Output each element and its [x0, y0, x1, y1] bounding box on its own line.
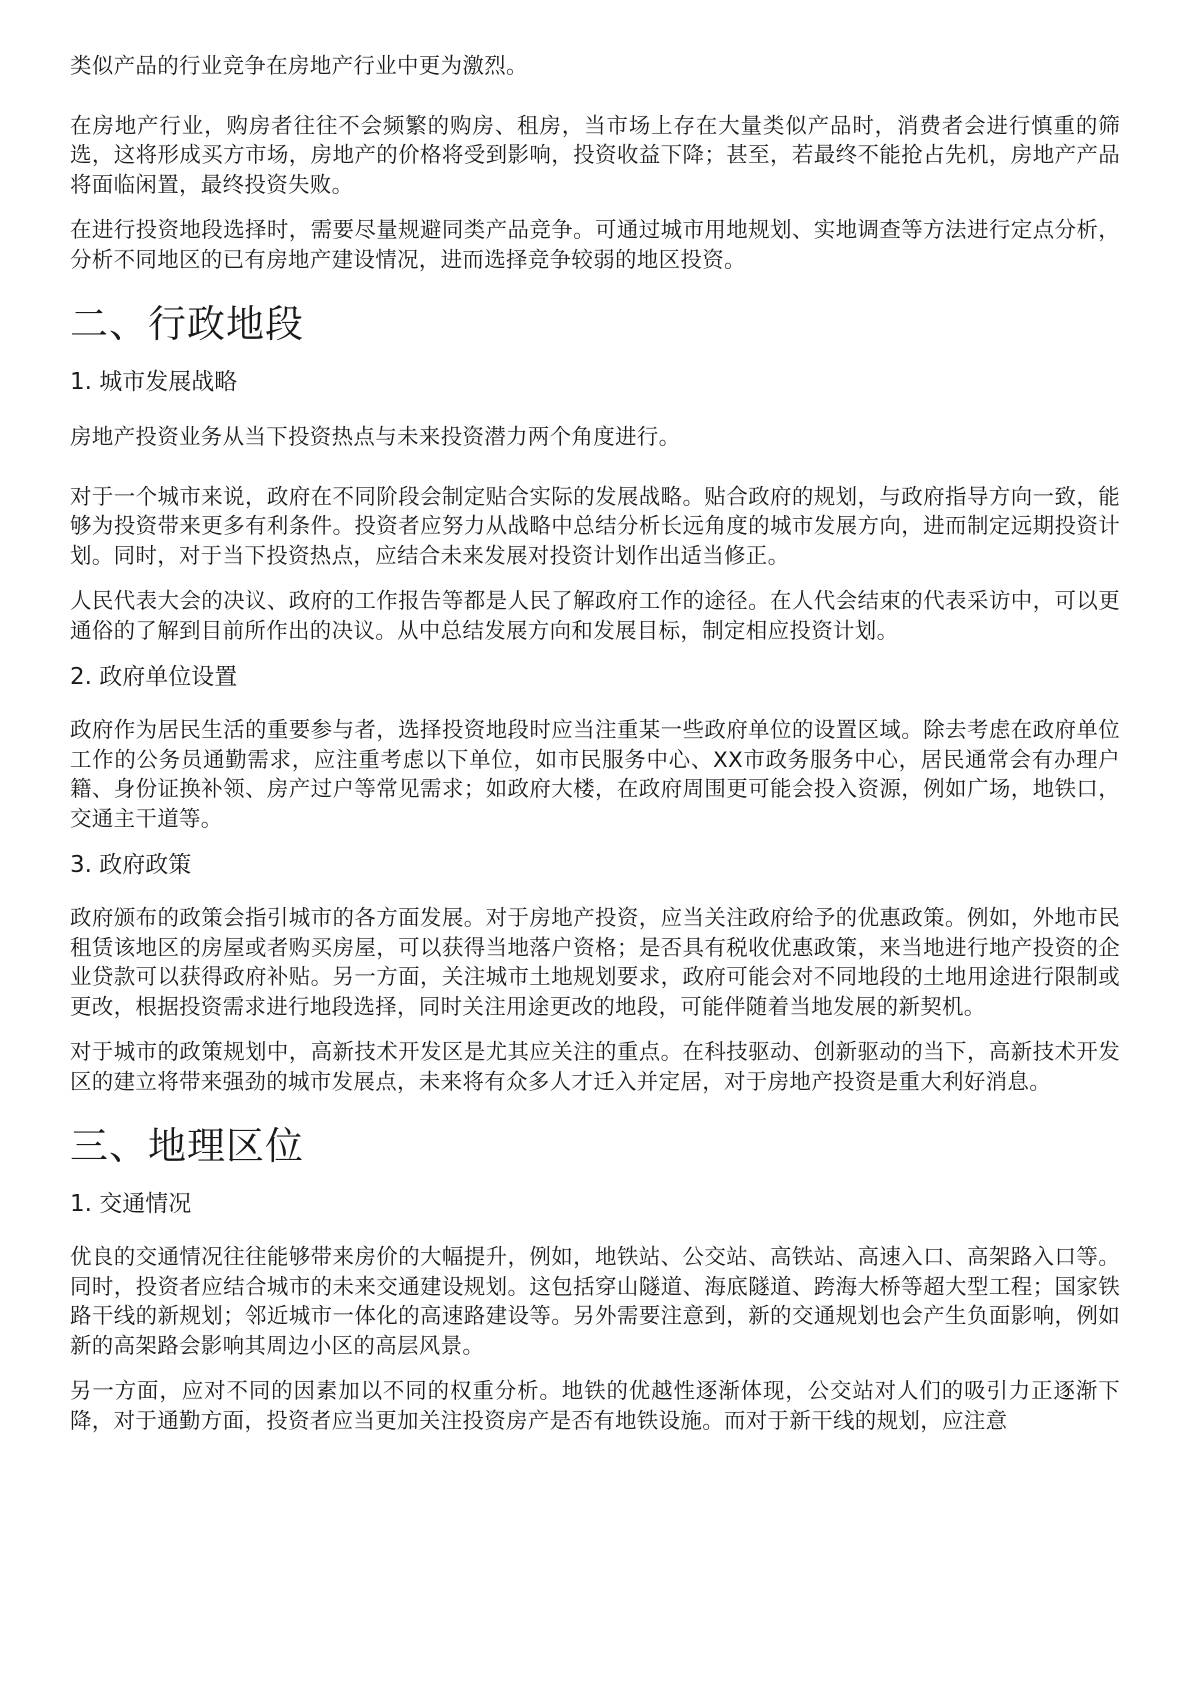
paragraph: 另一方面，应对不同的因素加以不同的权重分析。地铁的优越性逐渐体现，公交站对人们的吸引力正逐渐下降，对于通勤方面，投资者应当更加关注投资房产是否有地铁设施。而对于新干线的规划，应注意: [70, 1379, 1120, 1434]
paragraph: 类似产品的行业竞争在房地产行业中更为激烈。: [70, 54, 528, 79]
paragraph: 优良的交通情况往往能够带来房价的大幅提升，例如，地铁站、公交站、高铁站、高速入口、高架路入口等。同时，投资者应结合城市的未来交通建设规划。这包括穿山隧道、海底隧道、跨海大桥等超大型工程；国家铁路干线的新规划；邻近城市一体化的高速路建设等。另外需要注意到，新的交通规划也会产生负面影响，例如新的高架路会影响其周边小区的高层风景。: [70, 1245, 1120, 1359]
paragraph: 政府作为居民生活的重要参与者，选择投资地段时应当注重某一些政府单位的设置区域。除去考虑在政府单位工作的公务员通勤需求，应注重考虑以下单位，如市民服务中心、XX市政务服务中心，居民通常会有办理户籍、身份证换补领、房产过户等常见需求；如政府大楼，在政府周围更可能会投入资源，例如广场，地铁口，交通主干道等。: [70, 718, 1120, 832]
section-heading: 三、地理区位: [70, 1124, 305, 1168]
subsection-heading: 2. 政府单位设置: [70, 664, 238, 690]
paragraph: 在进行投资地段选择时，需要尽量规避同类产品竞争。可通过城市用地规划、实地调查等方法进行定点分析，分析不同地区的已有房地产建设情况，进而选择竞争较弱的地区投资。: [70, 218, 1120, 273]
paragraph: 对于城市的政策规划中，高新技术开发区是尤其应关注的重点。在科技驱动、创新驱动的当下，高新技术开发区的建立将带来强劲的城市发展点，未来将有众多人才迁入并定居，对于房地产投资是重大利好消息。: [70, 1040, 1120, 1095]
section-heading: 二、行政地段: [70, 302, 305, 346]
paragraph: 对于一个城市来说，政府在不同阶段会制定贴合实际的发展战略。贴合政府的规划，与政府指导方向一致，能够为投资带来更多有利条件。投资者应努力从战略中总结分析长远角度的城市发展方向，进而制定远期投资计划。同时，对于当下投资热点，应结合未来发展对投资计划作出适当修正。: [70, 484, 1120, 569]
paragraph: 人民代表大会的决议、政府的工作报告等都是人民了解政府工作的途径。在人代会结束的代表采访中，可以更通俗的了解到目前所作出的决议。从中总结发展方向和发展目标，制定相应投资计划。: [70, 589, 1120, 644]
document-page: [70, 52, 1120, 1436]
subsection-heading: 1. 城市发展战略: [70, 369, 238, 395]
paragraph: 房地产投资业务从当下投资热点与未来投资潜力两个角度进行。: [70, 425, 681, 450]
paragraph: 政府颁布的政策会指引城市的各方面发展。对于房地产投资，应当关注政府给予的优惠政策。例如，外地市民租赁该地区的房屋或者购买房屋，可以获得当地落户资格；是否具有税收优惠政策，来当地进行地产投资的企业贷款可以获得政府补贴。另一方面，关注城市土地规划要求，政府可能会对不同地段的土地用途进行限制或更改，根据投资需求进行地段选择，同时关注用途更改的地段，可能伴随着当地发展的新契机。: [70, 906, 1120, 1020]
subsection-heading: 1. 交通情况: [70, 1191, 192, 1217]
subsection-heading: 3. 政府政策: [70, 852, 192, 878]
paragraph: 在房地产行业，购房者往往不会频繁的购房、租房，当市场上存在大量类似产品时，消费者会进行慎重的筛选，这将形成买方市场，房地产的价格将受到影响，投资收益下降；甚至，若最终不能抢占先机，房地产产品将面临闲置，最终投资失败。: [70, 113, 1120, 198]
